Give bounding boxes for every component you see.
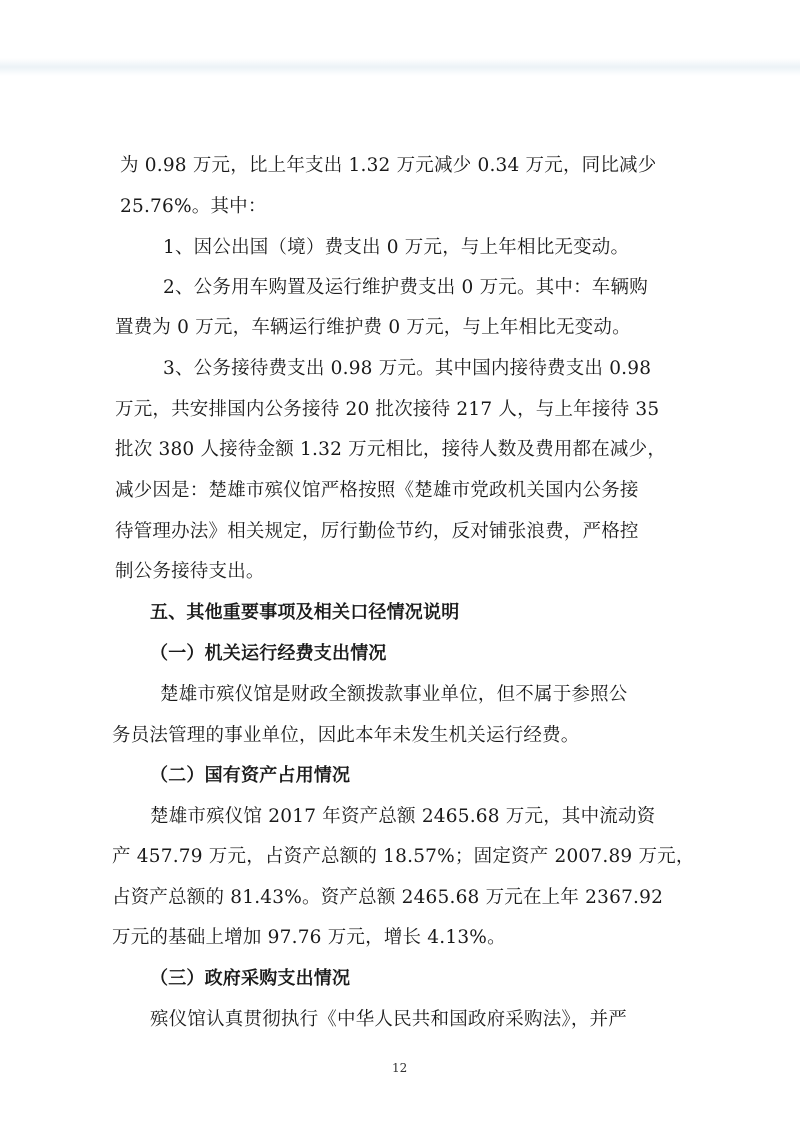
text-line: 万元的基础上增加 97.76 万元，增长 4.13%。 bbox=[112, 927, 506, 948]
text-line: 3、公务接待费支出 0.98 万元。其中国内接待费支出 0.98 bbox=[163, 358, 652, 379]
subsection-heading: （三）政府采购支出情况 bbox=[150, 968, 351, 989]
text-line: 置费为 0 万元，车辆运行维护费 0 万元，与上年相比无变动。 bbox=[115, 317, 631, 338]
text-line: 批次 380 人接待金额 1.32 万元相比，接待人数及费用都在减少， bbox=[115, 439, 667, 460]
text-line: 殡仪馆认真贯彻执行《中华人民共和国政府采购法》，并严 bbox=[150, 1009, 627, 1030]
text-line: 为 0.98 万元，比上年支出 1.32 万元减少 0.34 万元，同比减少 bbox=[120, 155, 657, 176]
subsection-heading: （一）机关运行经费支出情况 bbox=[150, 643, 387, 664]
text-line: 万元，共安排国内公务接待 20 批次接待 217 人，与上年接待 35 bbox=[115, 399, 660, 420]
text-line: 楚雄市殡仪馆是财政全额拨款事业单位，但不属于参照公 bbox=[160, 684, 628, 705]
text-line: 楚雄市殡仪馆 2017 年资产总额 2465.68 万元，其中流动资 bbox=[150, 806, 656, 827]
text-line: 产 457.79 万元，占资产总额的 18.57%；固定资产 2007.89 万元， bbox=[112, 846, 695, 867]
text-line: 2、公务用车购置及运行维护费支出 0 万元。其中：车辆购 bbox=[163, 277, 648, 298]
page-number: 12 bbox=[392, 1061, 408, 1075]
text-line: 占资产总额的 81.43%。资产总额 2465.68 万元在上年 2367.92 bbox=[112, 887, 664, 908]
text-line: 务员法管理的事业单位，因此本年未发生机关运行经费。 bbox=[112, 725, 580, 746]
section-heading: 五、其他重要事项及相关口径情况说明 bbox=[150, 602, 460, 623]
text-line: 制公务接待支出。 bbox=[115, 561, 265, 582]
text-line: 待管理办法》相关规定，厉行勤俭节约，反对铺张浪费，严格控 bbox=[115, 521, 639, 542]
subsection-heading: （二）国有资产占用情况 bbox=[150, 765, 351, 786]
text-line: 1、因公出国（境）费支出 0 万元，与上年相比无变动。 bbox=[163, 237, 630, 258]
text-line: 减少因是：楚雄市殡仪馆严格按照《楚雄市党政机关国内公务接 bbox=[115, 480, 639, 501]
text-line: 25.76%。其中： bbox=[120, 196, 267, 217]
